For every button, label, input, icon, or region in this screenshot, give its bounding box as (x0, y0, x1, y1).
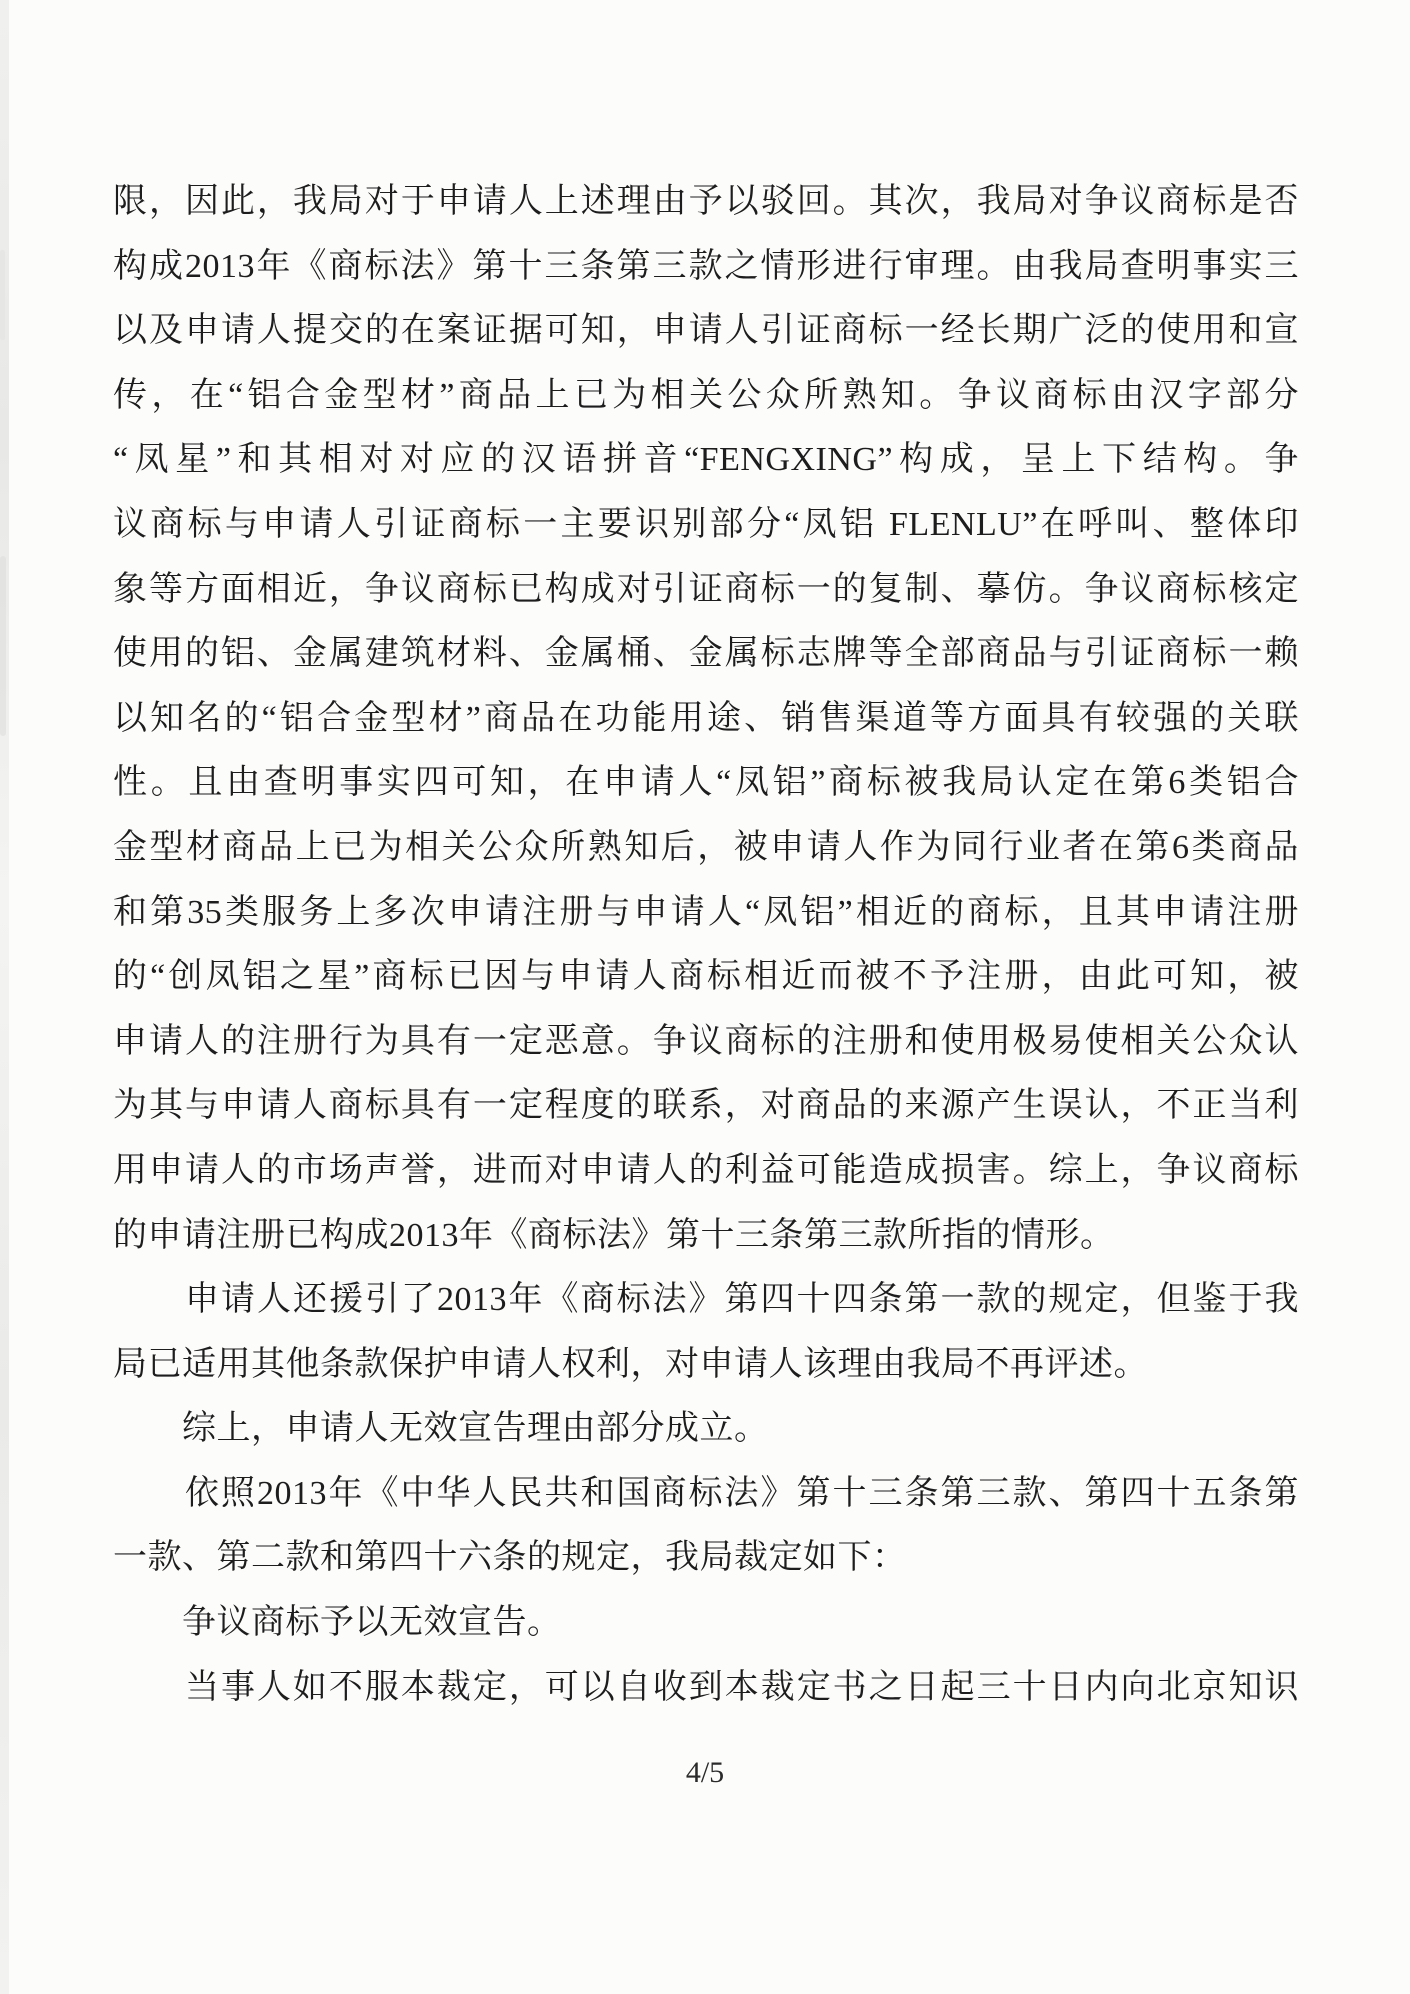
text-line: 申请人还援引了2013年《商标法》第四十四条第一款的规定，但鉴于我 (113, 1281, 1299, 1319)
text-line: “凤星”和其相对对应的汉语拼音“FENGXING”构成，呈上下结构。争 (113, 441, 1299, 479)
text-line: 一款、第二款和第四十六条的规定，我局裁定如下： (113, 1539, 907, 1577)
text-line: 为其与申请人商标具有一定程度的联系，对商品的来源产生误认，不正当利 (113, 1087, 1299, 1125)
text-line: 依照2013年《中华人民共和国商标法》第十三条第三款、第四十五条第 (113, 1474, 1299, 1512)
text-line: 和第35类服务上多次申请注册与申请人“凤铝”相近的商标，且其申请注册 (113, 893, 1299, 931)
text-line: 议商标与申请人引证商标一主要识别部分“凤铝 FLENLU”在呼叫、整体印 (113, 505, 1299, 543)
text-line: 的“创凤铝之星”商标已因与申请人商标相近而被不予注册，由此可知，被 (113, 958, 1299, 996)
scan-smudge (0, 556, 6, 736)
text-line: 象等方面相近，争议商标已构成对引证商标一的复制、摹仿。争议商标核定 (113, 570, 1299, 608)
text-line: 限，因此，我局对于申请人上述理由予以驳回。其次，我局对争议商标是否 (113, 183, 1299, 220)
text-line: 当事人如不服本裁定，可以自收到本裁定书之日起三十日内向北京知识 (113, 1668, 1299, 1706)
text-line: 构成2013年《商标法》第十三条第三款之情形进行审理。由我局查明事实三 (113, 247, 1299, 285)
text-line: 用申请人的市场声誉，进而对申请人的利益可能造成损害。综上，争议商标 (113, 1151, 1299, 1189)
text-line: 争议商标予以无效宣告。 (113, 1604, 562, 1642)
text-line: 的申请注册已构成2013年《商标法》第十三条第三款所指的情形。 (113, 1216, 1115, 1254)
text-line: 传，在“铝合金型材”商品上已为相关公众所熟知。争议商标由汉字部分 (113, 376, 1299, 414)
text-line: 使用的铝、金属建筑材料、金属桶、金属标志牌等全部商品与引证商标一赖 (113, 635, 1299, 673)
text-line: 以知名的“铝合金型材”商品在功能用途、销售渠道等方面具有较强的关联 (113, 699, 1299, 737)
text-line: 局已适用其他条款保护申请人权利，对申请人该理由我局不再评述。 (113, 1345, 1148, 1383)
scan-smudge (0, 250, 5, 340)
text-line: 以及申请人提交的在案证据可知，申请人引证商标一经长期广泛的使用和宣 (113, 312, 1299, 350)
text-line: 综上，申请人无效宣告理由部分成立。 (113, 1410, 769, 1448)
body-text (113, 170, 1299, 1720)
text-line: 性。且由查明事实四可知，在申请人“凤铝”商标被我局认定在第6类铝合 (113, 764, 1299, 802)
text-line: 申请人的注册行为具有一定恶意。争议商标的注册和使用极易使相关公众认 (113, 1022, 1299, 1060)
page-number: 4/5 (685, 1756, 725, 1789)
text-line: 金型材商品上已为相关公众所熟知后，被申请人作为同行业者在第6类商品 (113, 828, 1299, 866)
